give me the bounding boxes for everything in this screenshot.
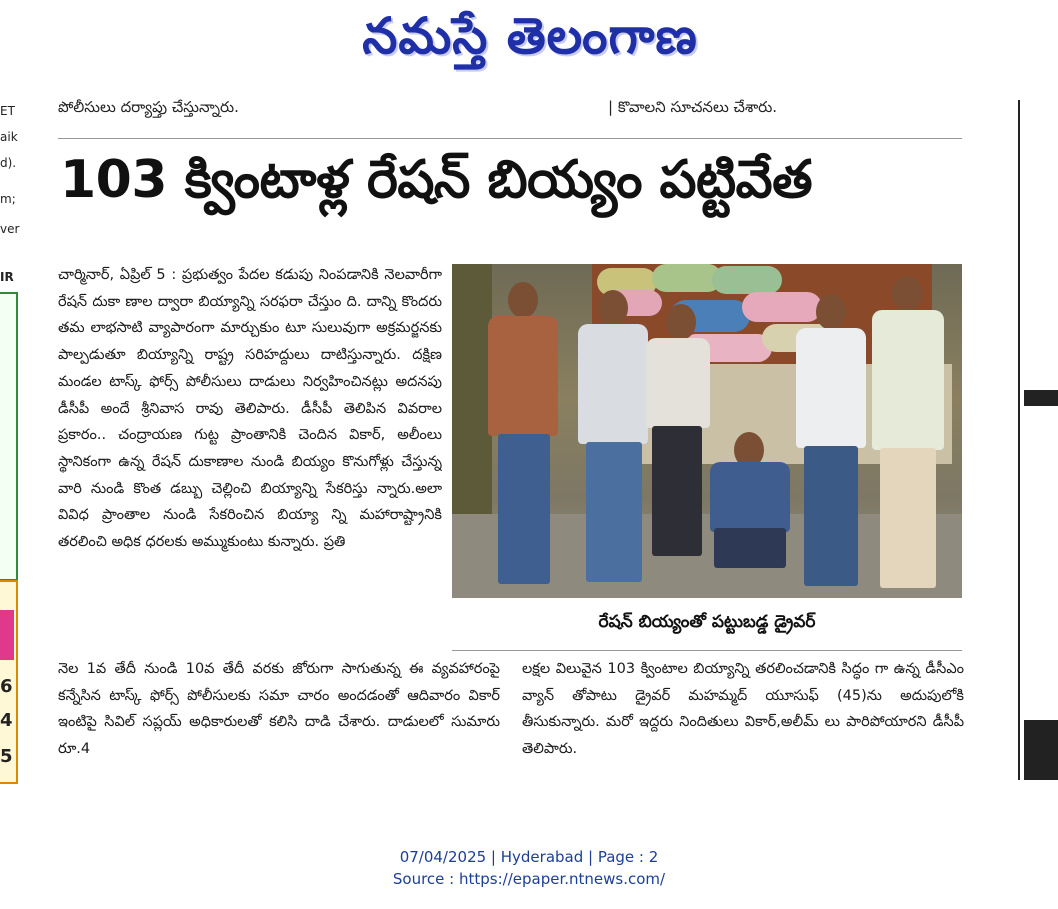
headline: 103 క్వింటాళ్ల రేషన్ బియ్యం పట్టివేత [60, 150, 813, 210]
left-column-fragment: ver [0, 222, 20, 236]
previous-article-tail: పోలీసులు దర్యాప్తు చేస్తున్నారు. [58, 98, 239, 116]
right-neighbour-column [1018, 100, 1058, 780]
previous-article-tail: | కొవాలని సూచనలు చేశారు. [608, 98, 778, 116]
left-column-fragment: ET [0, 104, 15, 118]
divider [58, 138, 962, 139]
divider [452, 650, 962, 651]
left-advert-green [0, 292, 18, 581]
left-column-fragment: 6 [0, 676, 13, 697]
news-photo [452, 264, 962, 598]
masthead-logo: నమస్తే తెలంగాణ [362, 6, 698, 65]
article-column-1: చార్మినార్, ఏప్రిల్ 5 : ప్రభుత్వం పేదల కడుపు నింపడానికి నెలవారీగా రేషన్ దుకా ణాల ద్వారా బియ్యాన్ని సరఫరా చేస్తుం ది. దాన్ని కొందరు తమ లాభసాటి వ్యాపారంగా మార్చుకుం టూ సులువుగా అక్రమర్జనకు పాల్పడుతూ బియ్యాన్ని రాష్ట్ర సరిహద్దులు దాటిస్తున్నారు. దక్షిణ మండల టాస్క్ ఫోర్స్ పోలీసులు దాడులు నిర్వహించినట్లు అదనపు డీసీపీ అందే శ్రీనివాస రావు తెలిపారు. డీసీపీ తెలిపిన వివరాల ప్రకారం.. చంద్రాయణ గుట్ట ప్రాంతానికి చెందిన వికార్, అలీంలు స్థానికంగా ఉన్న రేషన్ దుకాణాల నుండి బియ్యం కొనుగోళ్లు చేస్తున్న వారి నుండి కొంత డబ్బు చెల్లించి బియ్యాన్ని సేకరిస్తు న్నారు.అలా వివిధ ప్రాంతాల నుండి సేకరించిన బియ్యా న్ని మహారాష్ట్రానికి తరలించి అధిక ధరలకు అమ్ముకుంటు కున్నారు. ప్రతి [58, 267, 442, 551]
article-column-3: లక్షల విలువైన 103 క్వింటాల బియ్యాన్ని తరలించడానికి సిద్ధం గా ఉన్న డీసీఎం వ్యాన్ తోపాటు డ్రైవర్ మహమ్మద్ యూసుఫ్ (45)ను అదుపులోకి తీసుకున్నారు. మరో ఇద్దరు నిందితులు వికార్,అలీమ్ లు పారిపోయారని డీసీపీ తెలిపారు. [522, 661, 964, 758]
left-column-fragment: m; [0, 192, 16, 206]
left-column-fragment: IR [0, 270, 14, 284]
article-column-2: నెల 1వ తేదీ నుండి 10వ తేదీ వరకు జోరుగా సాగుతున్న ఈ వ్యవహారంపై కన్నేసిన టాస్క్ ఫోర్స్ పోలీసులకు సమా చారం అందడంతో ఆదివారం వికార్ ఇంటిపై సివిల్ సప్లయ్ అధికారులతో కలిసి దాడి చేశారు. దాడులలో సుమారు రూ.4 [58, 661, 500, 758]
footer-source-link[interactable]: Source : https://epaper.ntnews.com/ [392, 870, 666, 888]
left-column-fragment: 5 [0, 746, 13, 767]
left-column-fragment: aik [0, 130, 18, 144]
photo-caption: రేషన్ బియ్యంతో పట్టుబడ్డ డ్రైవర్ [598, 612, 816, 632]
left-column-fragment: d). [0, 156, 17, 170]
footer-date-edition: 07/04/2025 | Hyderabad | Page : 2 [399, 848, 659, 866]
left-column-fragment: 4 [0, 710, 13, 731]
